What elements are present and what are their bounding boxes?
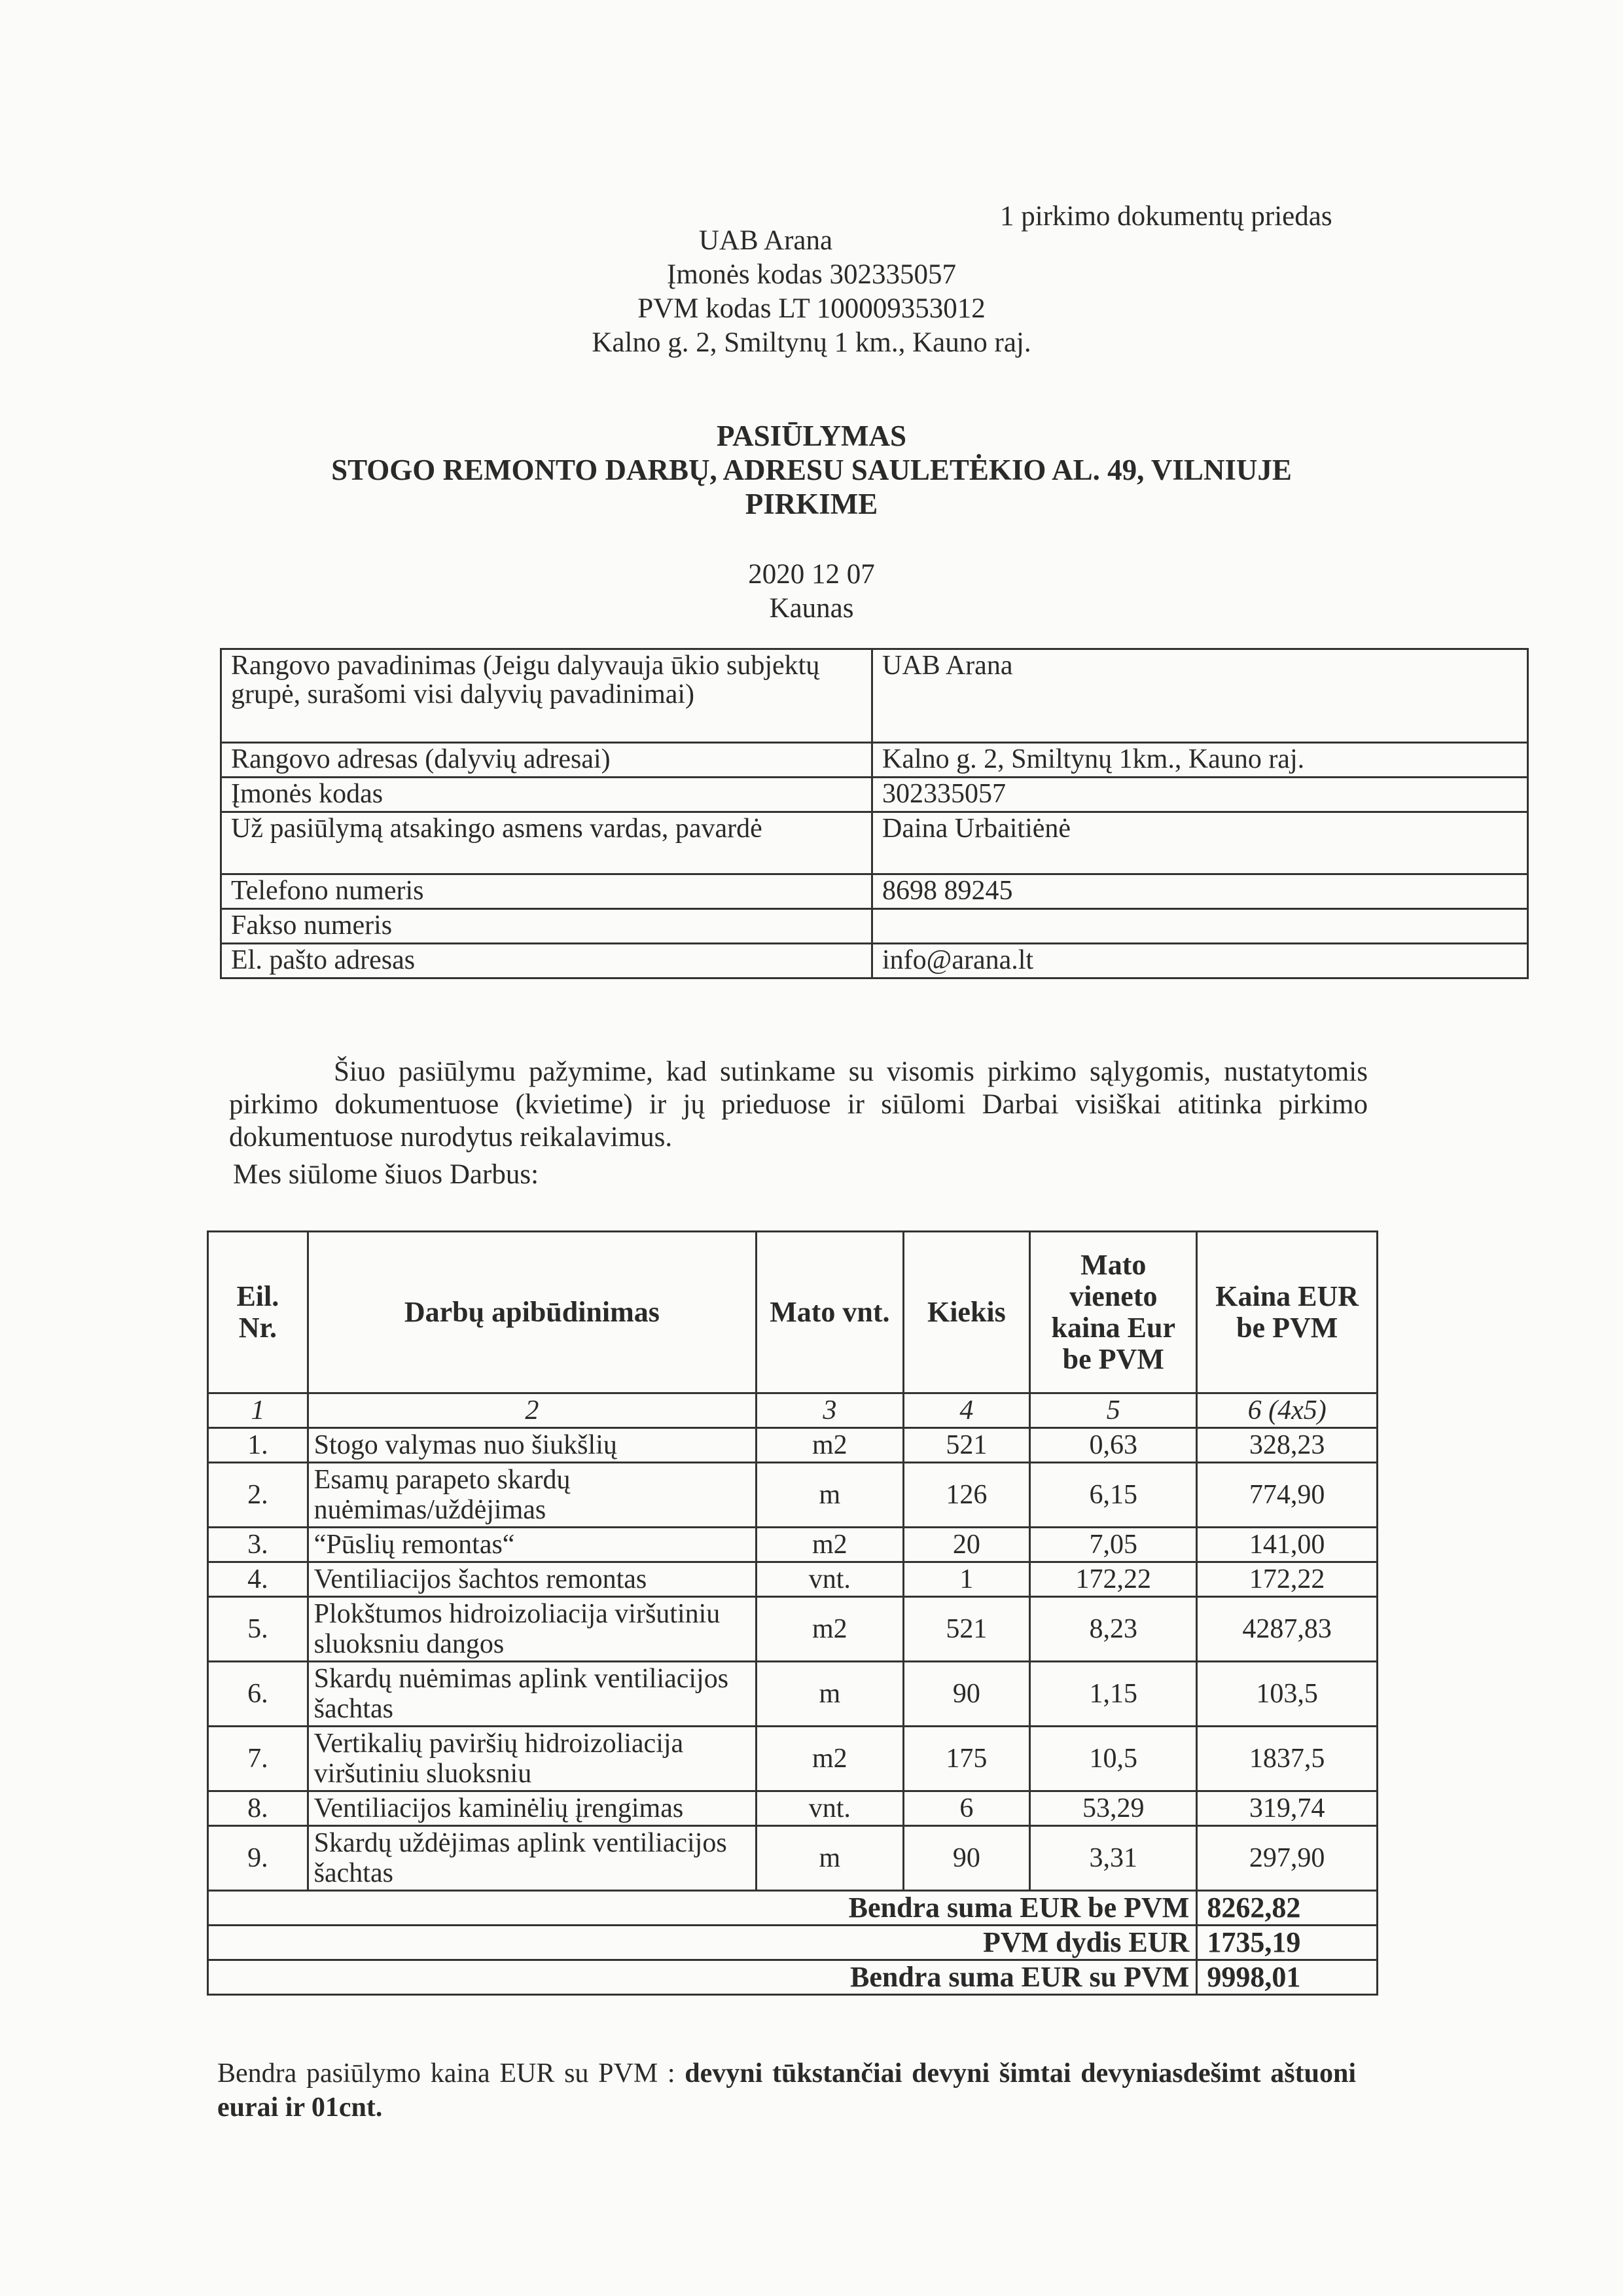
column-number: 6 (4x5) <box>1197 1393 1378 1428</box>
row-unit-price: 172,22 <box>1030 1562 1197 1597</box>
works-table <box>207 1230 1378 1996</box>
column-number: 3 <box>757 1393 903 1428</box>
info-row <box>221 743 1528 778</box>
row-description: Ventiliacijos šachtos remontas <box>308 1562 756 1597</box>
info-value: 302335057 <box>872 778 1528 812</box>
info-value: info@arana.lt <box>872 944 1528 978</box>
column-number: 2 <box>308 1393 756 1428</box>
row-nr: 8. <box>208 1791 308 1826</box>
row-quantity: 175 <box>903 1727 1030 1791</box>
row-quantity: 521 <box>903 1428 1030 1463</box>
info-row <box>221 649 1528 743</box>
row-unit: m <box>757 1463 903 1528</box>
compliance-statement: Šiuo pasiūlymu pažymime, kad sutinkame su visomis pirkimo sąlygomis, nustatytomis pirkimo dokumentuose (kvietime) ir jų prieduose ir siūlomi Darbai visiškai atitinka pirkimo dokumentuose nurodytus reikalavimus. <box>229 1056 1368 1153</box>
info-label: Rangovo pavadinimas (Jeigu dalyvauja ūkio subjektų grupė, surašomi visi dalyvių pavadinimai) <box>221 649 872 743</box>
header-unit: Mato vnt. <box>757 1232 903 1393</box>
row-unit: m2 <box>757 1428 903 1463</box>
column-number: 5 <box>1030 1393 1197 1428</box>
row-unit-price: 53,29 <box>1030 1791 1197 1826</box>
row-description: Stogo valymas nuo šiukšlių <box>308 1428 756 1463</box>
row-unit: m2 <box>757 1727 903 1791</box>
row-nr: 3. <box>208 1528 308 1562</box>
title-line-2: STOGO REMONTO DARBŲ, ADRESU SAULETĖKIO AL. 49, VILNIUJE <box>331 454 1292 486</box>
row-nr: 7. <box>208 1727 308 1791</box>
total-row <box>208 1891 1378 1926</box>
contractor-info-table <box>220 648 1529 979</box>
total-value: 8262,82 <box>1197 1891 1378 1926</box>
header-description: Darbų apibūdinimas <box>308 1232 756 1393</box>
table-row <box>208 1727 1378 1791</box>
info-label: Įmonės kodas <box>221 778 872 812</box>
info-row <box>221 909 1528 944</box>
row-total: 172,22 <box>1197 1562 1378 1597</box>
row-description: Esamų parapeto skardų nuėmimas/uždėjimas <box>308 1463 756 1528</box>
info-row <box>221 874 1528 909</box>
row-nr: 5. <box>208 1597 308 1662</box>
row-unit-price: 7,05 <box>1030 1528 1197 1562</box>
title-line-1: PASIŪLYMAS <box>716 420 907 452</box>
row-quantity: 126 <box>903 1463 1030 1528</box>
row-quantity: 90 <box>903 1662 1030 1727</box>
row-unit: m2 <box>757 1528 903 1562</box>
row-unit-price: 8,23 <box>1030 1597 1197 1662</box>
header-nr: Eil. Nr. <box>208 1232 308 1393</box>
row-quantity: 20 <box>903 1528 1030 1562</box>
row-quantity: 6 <box>903 1791 1030 1826</box>
table-row <box>208 1428 1378 1463</box>
info-row <box>221 778 1528 812</box>
document-city: Kaunas <box>769 593 854 624</box>
row-total: 141,00 <box>1197 1528 1378 1562</box>
header-total: Kaina EUR be PVM <box>1197 1232 1378 1393</box>
title-line-3: PIRKIME <box>745 488 878 520</box>
table-row <box>208 1826 1378 1891</box>
row-description: Ventiliacijos kaminėlių įrengimas <box>308 1791 756 1826</box>
row-nr: 9. <box>208 1826 308 1891</box>
info-label: Rangovo adresas (dalyvių adresai) <box>221 743 872 778</box>
row-description: Vertikalių paviršių hidroizoliacija viršutiniu sluoksniu <box>308 1727 756 1791</box>
row-unit: m <box>757 1826 903 1891</box>
row-total: 319,74 <box>1197 1791 1378 1826</box>
header-quantity: Kiekis <box>903 1232 1030 1393</box>
info-label: Fakso numeris <box>221 909 872 944</box>
table-row <box>208 1463 1378 1528</box>
document-date: 2020 12 07 <box>748 559 875 590</box>
row-total: 774,90 <box>1197 1463 1378 1528</box>
row-unit: vnt. <box>757 1791 903 1826</box>
total-value: 1735,19 <box>1197 1926 1378 1960</box>
row-description: Skardų nuėmimas aplink ventiliacijos šachtas <box>308 1662 756 1727</box>
row-nr: 2. <box>208 1463 308 1528</box>
info-value: Kalno g. 2, Smiltynų 1km., Kauno raj. <box>872 743 1528 778</box>
row-total: 1837,5 <box>1197 1727 1378 1791</box>
row-description: “Pūslių remontas“ <box>308 1528 756 1562</box>
total-label: Bendra suma EUR su PVM <box>208 1960 1197 1995</box>
info-label: Telefono numeris <box>221 874 872 909</box>
offer-intro: Mes siūlome šiuos Darbus: <box>233 1159 539 1190</box>
works-header-row <box>208 1232 1378 1393</box>
document-title <box>0 419 1623 521</box>
row-unit-price: 6,15 <box>1030 1463 1197 1528</box>
column-number-row <box>208 1393 1378 1428</box>
row-nr: 1. <box>208 1428 308 1463</box>
row-unit-price: 0,63 <box>1030 1428 1197 1463</box>
final-price-words: devyni tūkstančiai devyni šimtai devyniasdešimt aštuoni eurai ir 01cnt. <box>217 2058 1356 2123</box>
row-description: Skardų uždėjimas aplink ventiliacijos šachtas <box>308 1826 756 1891</box>
info-row <box>221 812 1528 874</box>
row-quantity: 521 <box>903 1597 1030 1662</box>
company-address: Kalno g. 2, Smiltynų 1 km., Kauno raj. <box>592 327 1031 358</box>
total-value: 9998,01 <box>1197 1960 1378 1995</box>
table-row <box>208 1562 1378 1597</box>
total-row <box>208 1960 1378 1995</box>
info-value: Daina Urbaitiėnė <box>872 812 1528 874</box>
row-quantity: 90 <box>903 1826 1030 1891</box>
row-unit: vnt. <box>757 1562 903 1597</box>
final-price-label: Bendra pasiūlymo kaina EUR su PVM : <box>217 2058 675 2089</box>
row-total: 297,90 <box>1197 1826 1378 1891</box>
company-name: UAB Arana <box>698 225 833 256</box>
total-label: PVM dydis EUR <box>208 1926 1197 1960</box>
info-row <box>221 944 1528 978</box>
header-unit-price: Mato vieneto kaina Eur be PVM <box>1030 1232 1197 1393</box>
column-number: 1 <box>208 1393 308 1428</box>
table-row <box>208 1597 1378 1662</box>
info-value: UAB Arana <box>872 649 1528 743</box>
company-code: Įmonės kodas 302335057 <box>667 259 956 290</box>
info-value: 8698 89245 <box>872 874 1528 909</box>
row-unit-price: 1,15 <box>1030 1662 1197 1727</box>
info-label: El. pašto adresas <box>221 944 872 978</box>
company-header <box>0 224 1623 360</box>
total-row <box>208 1926 1378 1960</box>
row-total: 4287,83 <box>1197 1597 1378 1662</box>
row-unit-price: 10,5 <box>1030 1727 1197 1791</box>
column-number: 4 <box>903 1393 1030 1428</box>
info-value <box>872 909 1528 944</box>
row-total: 103,5 <box>1197 1662 1378 1727</box>
row-unit: m <box>757 1662 903 1727</box>
total-label: Bendra suma EUR be PVM <box>208 1891 1197 1926</box>
row-quantity: 1 <box>903 1562 1030 1597</box>
row-unit-price: 3,31 <box>1030 1826 1197 1891</box>
row-total: 328,23 <box>1197 1428 1378 1463</box>
table-row <box>208 1791 1378 1826</box>
row-nr: 4. <box>208 1562 308 1597</box>
row-nr: 6. <box>208 1662 308 1727</box>
table-row <box>208 1528 1378 1562</box>
final-price <box>217 2056 1356 2125</box>
company-vat: PVM kodas LT 100009353012 <box>637 293 986 324</box>
table-row <box>208 1662 1378 1727</box>
row-description: Plokštumos hidroizoliacija viršutiniu sluoksniu dangos <box>308 1597 756 1662</box>
annex-label: 1 pirkimo dokumentų priedas <box>1000 201 1332 232</box>
info-label: Už pasiūlymą atsakingo asmens vardas, pavardė <box>221 812 872 874</box>
date-block <box>0 558 1623 626</box>
row-unit: m2 <box>757 1597 903 1662</box>
